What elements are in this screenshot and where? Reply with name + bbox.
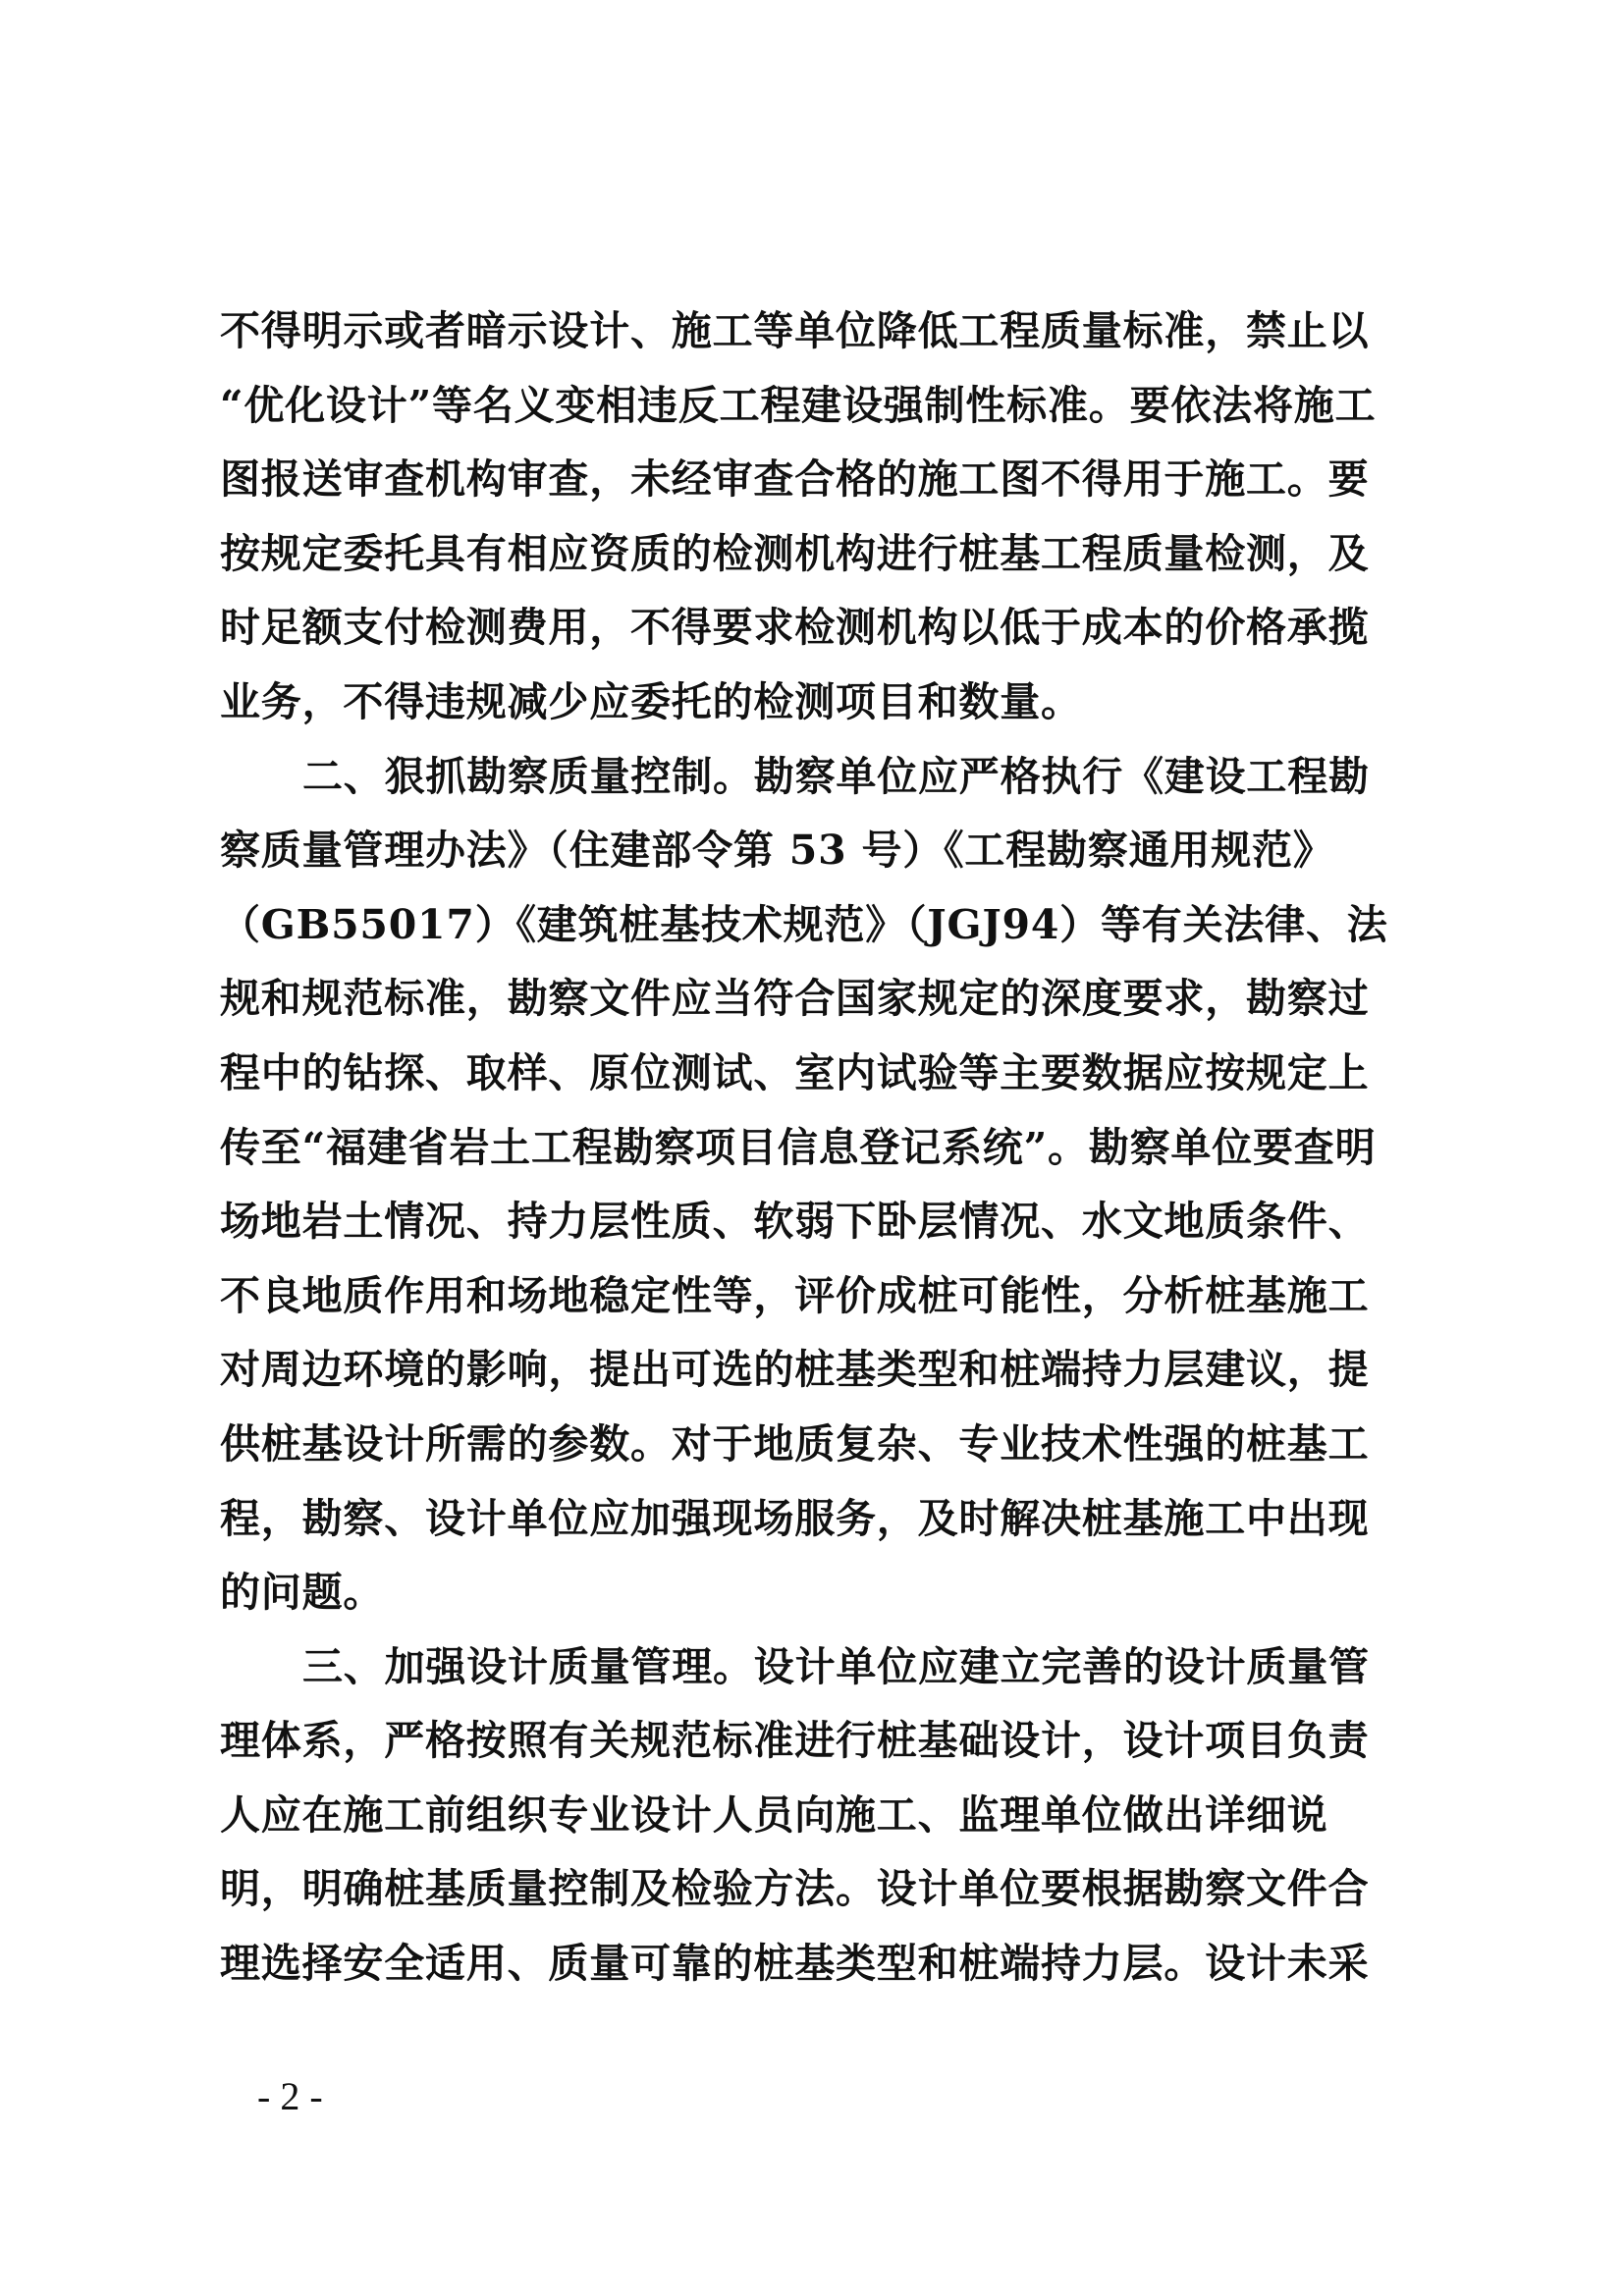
- text-line: 明，明确桩基质量控制及检验方法。设计单位要根据勘察文件合: [220, 1865, 1370, 1913]
- text-line: 程中的钻探、取样、原位测试、室内试验等主要数据应按规定上: [220, 1048, 1370, 1096]
- text-line: 传至“福建省岩土工程勘察项目信息登记系统”。勘察单位要查明: [220, 1123, 1377, 1171]
- section-heading-line: 三、加强设计质量管理。设计单位应建立完善的设计质量管: [302, 1642, 1370, 1690]
- text-line: 的问题。: [220, 1569, 385, 1617]
- section-heading-line: 二、狠抓勘察质量控制。勘察单位应严格执行《建设工程勘: [302, 752, 1370, 800]
- text-line: 程，勘察、设计单位应加强现场服务，及时解决桩基施工中出现: [220, 1494, 1370, 1542]
- text-line: （GB55017）《建筑桩基技术规范》（JGJ94）等有关法律、法: [220, 900, 1388, 948]
- text-line: 业务，不得违规减少应委托的检测项目和数量。: [220, 677, 1082, 725]
- text-line: 察质量管理办法》（住建部令第 53 号）《工程勘察通用规范》: [220, 827, 1334, 875]
- text-line: 人应在施工前组织专业设计人员向施工、监理单位做出详细说: [220, 1790, 1328, 1839]
- body-text: [220, 294, 1426, 2002]
- text-line: 理选择安全适用、质量可靠的桩基类型和桩端持力层。设计未采: [220, 1940, 1370, 1988]
- text-line: 规和规范标准，勘察文件应当符合国家规定的深度要求，勘察过: [220, 975, 1370, 1023]
- text-line: 图报送审查机构审查，未经审查合格的施工图不得用于施工。要: [220, 455, 1370, 504]
- text-line: 时足额支付检测费用，不得要求检测机构以低于成本的价格承揽: [220, 604, 1370, 652]
- page-number: - 2 -: [257, 2074, 323, 2118]
- text-line: 按规定委托具有相应资质的检测机构进行桩基工程质量检测，及: [220, 529, 1370, 577]
- text-line: 场地岩土情况、持力层性质、软弱下卧层情况、水文地质条件、: [220, 1198, 1370, 1246]
- text-line: 不良地质作用和场地稳定性等，评价成桩可能性，分析桩基施工: [220, 1271, 1370, 1319]
- text-line: 供桩基设计所需的参数。对于地质复杂、专业技术性强的桩基工: [220, 1419, 1370, 1468]
- text-line: 不得明示或者暗示设计、施工等单位降低工程质量标准，禁止以: [220, 307, 1370, 354]
- text-line: “优化设计”等名义变相违反工程建设强制性标准。要依法将施工: [220, 381, 1377, 429]
- text-line: 理体系，严格按照有关规范标准进行桩基础设计，设计项目负责: [220, 1717, 1370, 1765]
- text-line: 对周边环境的影响，提出可选的桩基类型和桩端持力层建议，提: [220, 1346, 1370, 1394]
